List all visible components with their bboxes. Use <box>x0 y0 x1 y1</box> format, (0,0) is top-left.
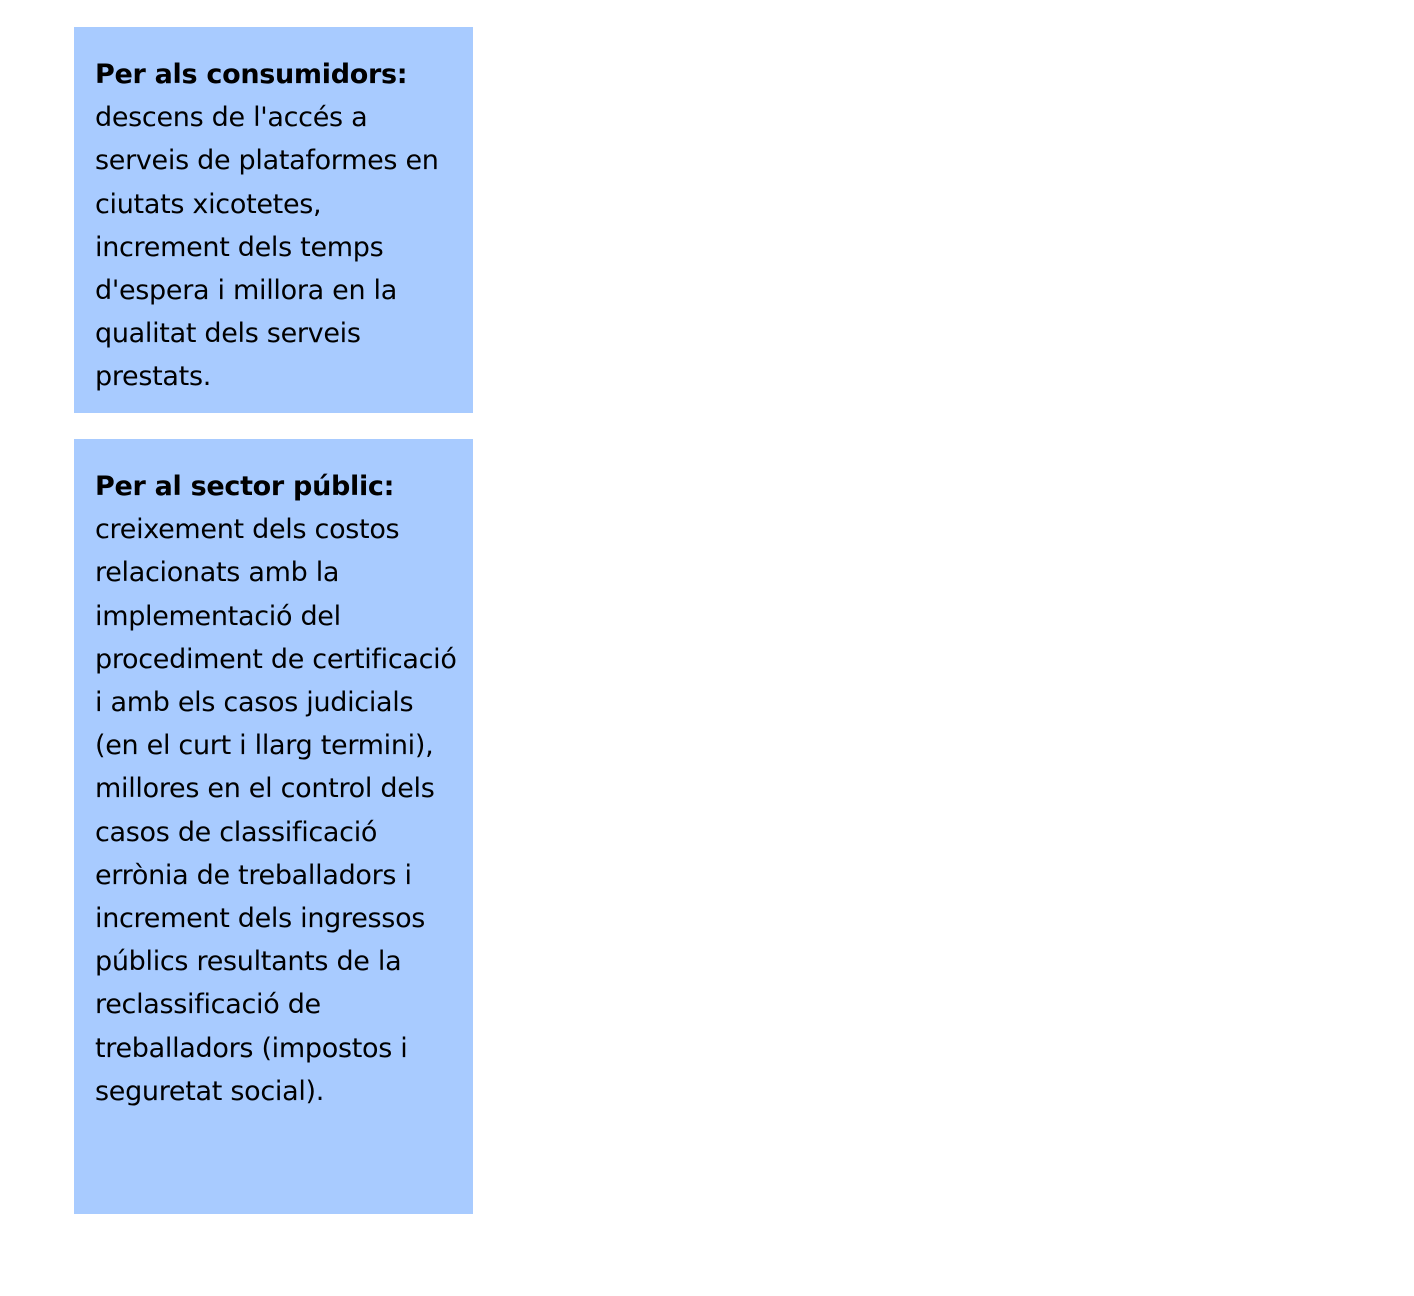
consumers-impact-box <box>74 27 473 413</box>
consumers-text: descens de l'accés a serveis de plataformes en ciutats xicotetes, increment dels temps d'espera i millora en la qualitat dels serveis prestats. <box>95 102 439 393</box>
public-sector-impact-box <box>74 439 473 1214</box>
consumers-heading: Per als consumidors: <box>95 59 408 90</box>
public-sector-text: creixement dels costos relacionats amb la implementació del procediment de certificació i amb els casos judicials (en el curt i llarg termini), millores en el control dels casos de classificació errònia de treballadors i increment dels ingressos públics resultants de la reclassificació de treballadors (impostos i seguretat social). <box>95 514 457 1107</box>
public-sector-heading: Per al sector públic: <box>95 471 395 502</box>
